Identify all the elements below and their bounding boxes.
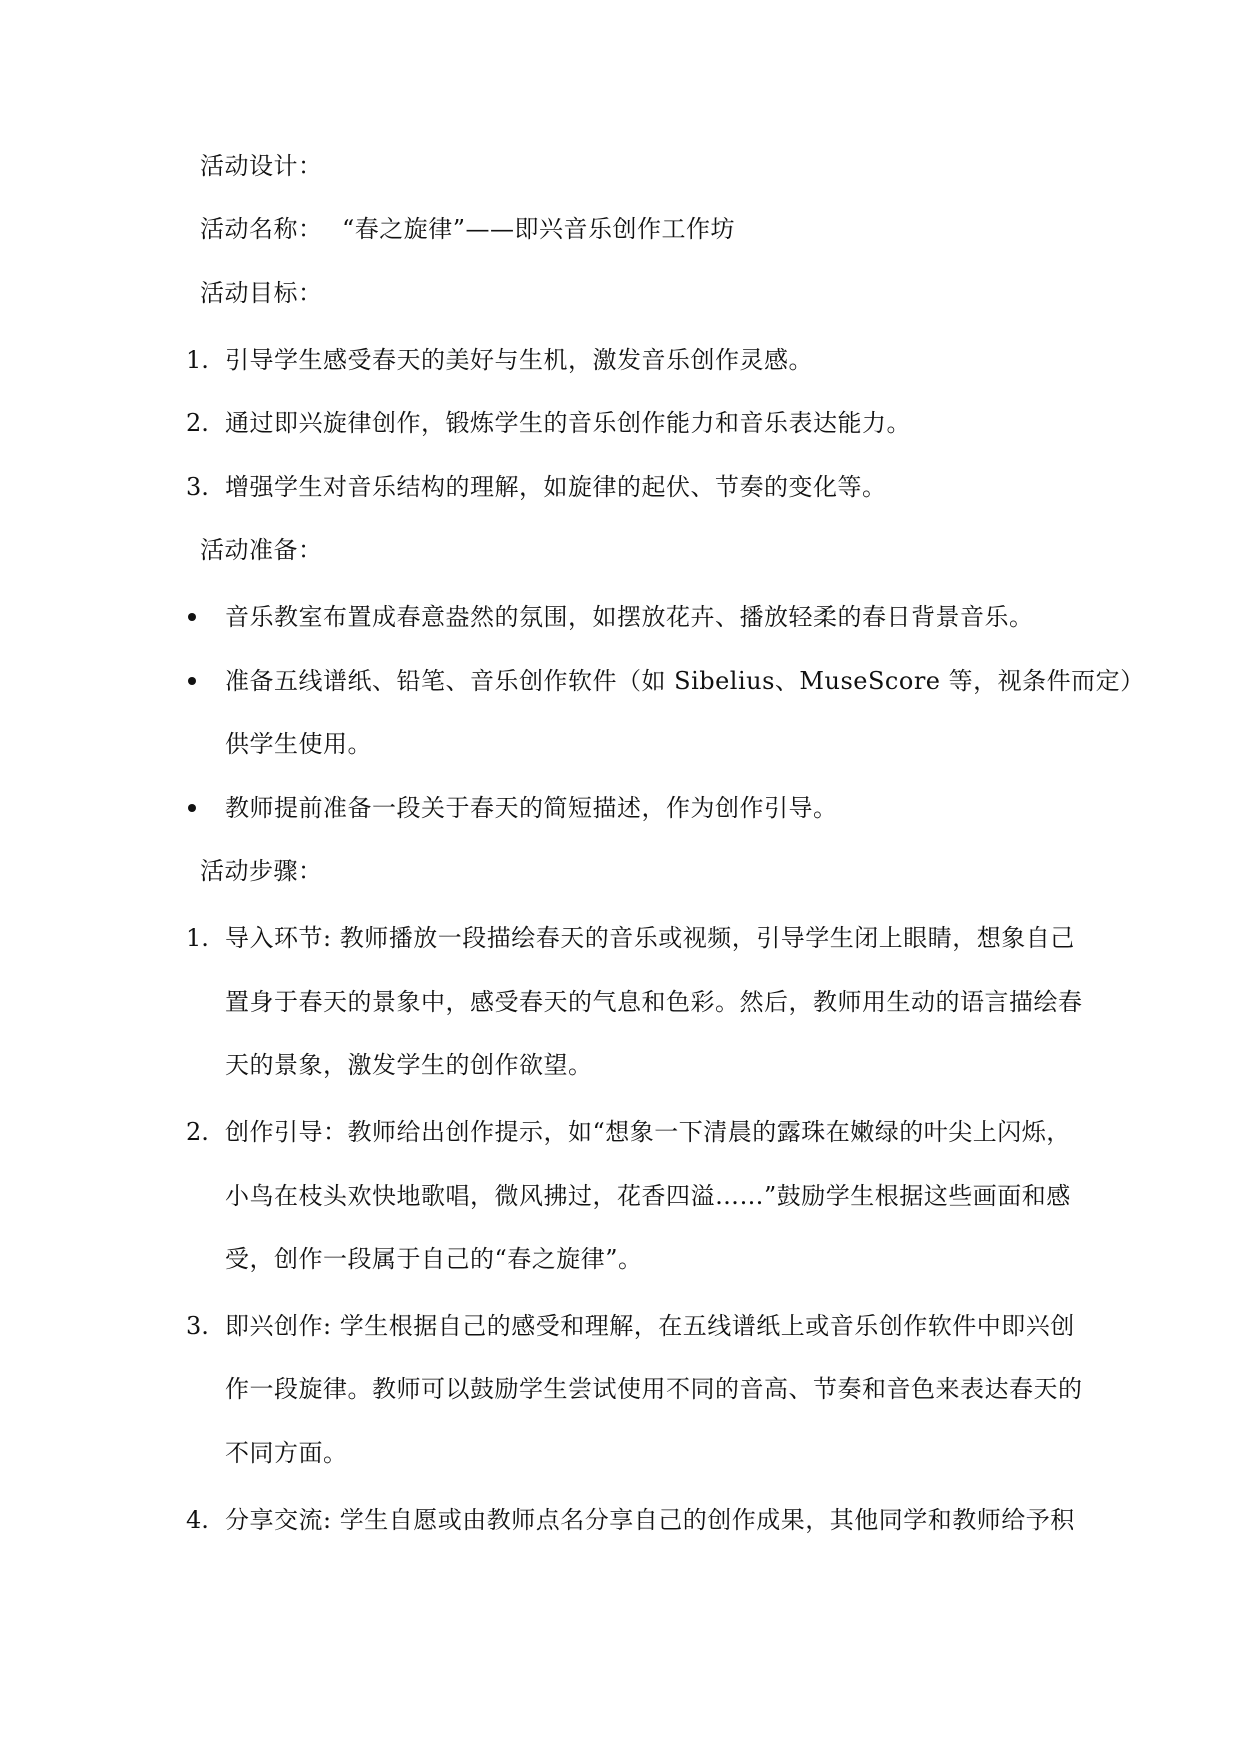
step-2-marker: 2. [186,1118,209,1146]
step-2-line-2: 小鸟在枝头欢快地歌唱，微风拂过，花香四溢……”鼓励学生根据这些画面和感 [225,1182,1071,1210]
activity-name-value: “春之旋律”——即兴音乐创作工作坊 [342,215,736,243]
bullet-icon [188,677,196,685]
step-2-line-3: 受，创作一段属于自己的“春之旋律”。 [225,1245,643,1273]
step-4-line-1: 分享交流: 学生自愿或由教师点名分享自己的创作成果，其他同学和教师给予积 [225,1506,1075,1534]
step-2-line-1: 创作引导：教师给出创作提示，如“想象一下清晨的露珠在嫩绿的叶尖上闪烁， [225,1118,1071,1146]
activity-design-label: 活动设计： [200,152,323,180]
steps-heading: 活动步骤： [200,857,323,885]
step-3-line-1: 即兴创作: 学生根据自己的感受和理解，在五线谱纸上或音乐创作软件中即兴创 [225,1312,1075,1340]
preparation-2-line-2: 供学生使用。 [225,730,372,758]
step-1-line-3: 天的景象，激发学生的创作欲望。 [225,1051,593,1079]
preparation-heading: 活动准备： [200,536,323,564]
preparation-3-line-1: 教师提前准备一段关于春天的简短描述，作为创作引导。 [225,794,838,822]
activity-name-label: 活动名称： [200,215,323,243]
goal-3-marker: 3. [186,473,209,501]
goals-heading: 活动目标： [200,279,323,307]
bullet-icon [188,804,196,812]
step-3-line-2: 作一段旋律。教师可以鼓励学生尝试使用不同的音高、节奏和音色来表达春天的 [225,1375,1083,1403]
step-3-line-3: 不同方面。 [225,1439,348,1467]
goal-2-marker: 2. [186,409,209,437]
goal-3-text: 增强学生对音乐结构的理解，如旋律的起伏、节奏的变化等。 [225,473,887,501]
step-4-marker: 4. [186,1506,209,1534]
goal-1-marker: 1. [186,346,209,374]
goal-1-text: 引导学生感受春天的美好与生机，激发音乐创作灵感。 [225,346,813,374]
step-1-marker: 1. [186,924,209,952]
preparation-1-line-1: 音乐教室布置成春意盎然的氛围，如摆放花卉、播放轻柔的春日背景音乐。 [225,603,1034,631]
step-1-line-2: 置身于春天的景象中，感受春天的气息和色彩。然后，教师用生动的语言描绘春 [225,988,1083,1016]
bullet-icon [188,613,196,621]
step-3-marker: 3. [186,1312,209,1340]
step-1-line-1: 导入环节: 教师播放一段描绘春天的音乐或视频，引导学生闭上眼睛，想象自己 [225,924,1075,952]
preparation-2-line-1: 准备五线谱纸、铅笔、音乐创作软件（如 Sibelius、MuseScore 等，视条件而定） [225,667,1145,695]
goal-2-text: 通过即兴旋律创作，锻炼学生的音乐创作能力和音乐表达能力。 [225,409,911,437]
